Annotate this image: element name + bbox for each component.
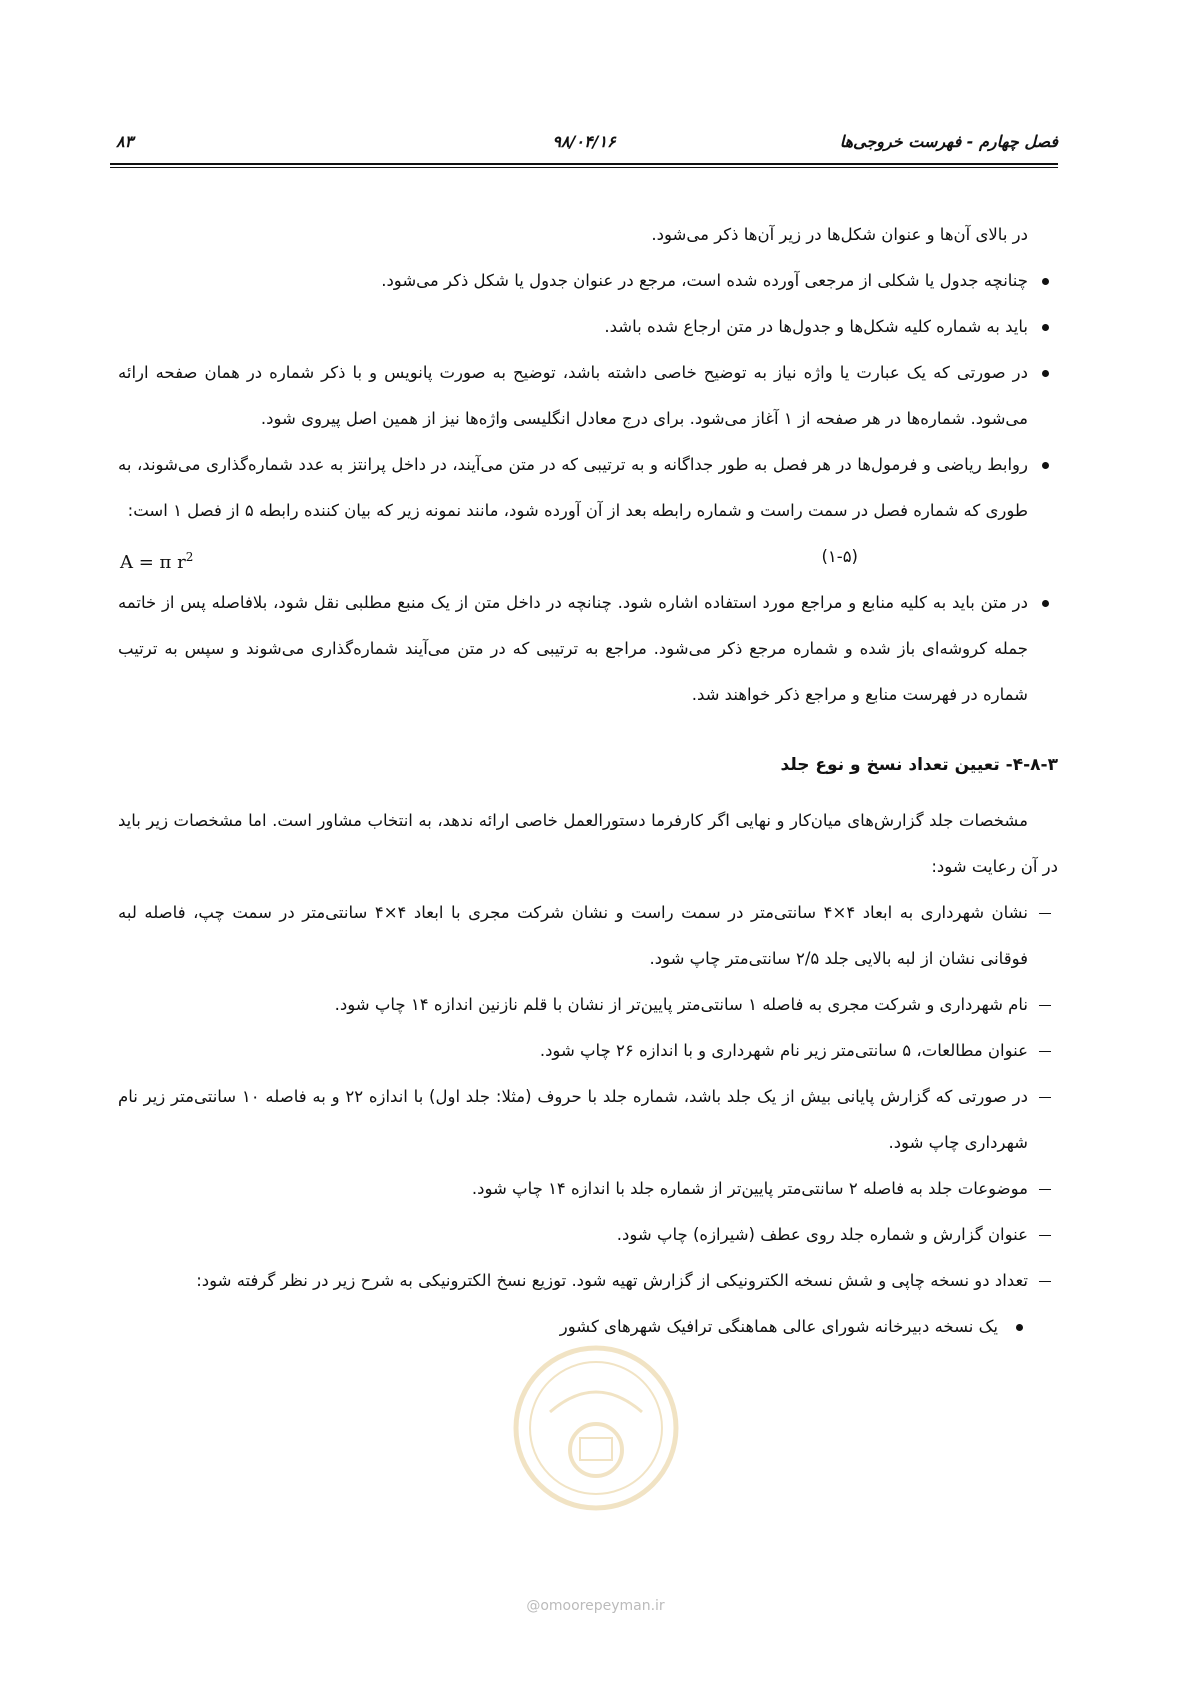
chapter-title: فصل چهارم - فهرست خروجی‌ها bbox=[839, 132, 1058, 151]
dash-item: در صورتی که گزارش پایانی بیش از یک جلد باشد، شماره جلد با حروف (مثلا: جلد اول) با اندازه ۲۲ و به فاصله ۱۰ سانتی‌متر زیر نام شهرداری چاپ شود. bbox=[118, 1074, 1058, 1166]
dash-item: موضوعات جلد به فاصله ۲ سانتی‌متر پایین‌تر از شماره جلد با اندازه ۱۴ چاپ شود. bbox=[118, 1166, 1058, 1212]
formula-row bbox=[118, 534, 1058, 580]
list-item: باید به شماره کلیه شکل‌ها و جدول‌ها در متن ارجاع شده باشد. bbox=[118, 304, 1058, 350]
list-item: روابط ریاضی و فرمول‌ها در هر فصل به طور جداگانه و به ترتیبی که در متن می‌آیند، در داخل پرانتز به عدد شماره‌گذاری می‌شوند، به طوری که شماره فصل در سمت راست و شماره رابطه بعد از آن آورده شود، مانند نمونه زیر که بیان کننده رابطه ۵ از فصل ۱ است: bbox=[118, 442, 1058, 534]
dash-item: عنوان گزارش و شماره جلد روی عطف (شیرازه) چاپ شود. bbox=[118, 1212, 1058, 1258]
list-item: چنانچه جدول یا شکلی از مرجعی آورده شده است، مرجع در عنوان جدول یا شکل ذکر می‌شود. bbox=[118, 258, 1058, 304]
dash-icon bbox=[1039, 1005, 1051, 1007]
watermark-site: @omoorepeyman.ir bbox=[526, 1598, 665, 1614]
bullet-icon bbox=[1042, 324, 1049, 331]
equation-number: (۱-۵) bbox=[821, 547, 858, 566]
dash-item: نشان شهرداری به ابعاد ۴×۴ سانتی‌متر در سمت راست و نشان شرکت مجری با ابعاد ۴×۴ سانتی‌متر در سمت چپ، فاصله لبه فوقانی نشان از لبه بالایی جلد ۲/۵ سانتی‌متر چاپ شود. bbox=[118, 890, 1058, 982]
dash-icon bbox=[1039, 1235, 1051, 1237]
dash-item: تعداد دو نسخه چاپی و شش نسخه الکترونیکی از گزارش تهیه شود. توزیع نسخ الکترونیکی به شرح زیر در نظر گرفته شود: bbox=[118, 1258, 1058, 1304]
bullet-icon bbox=[1042, 278, 1049, 285]
dash-icon bbox=[1039, 1097, 1051, 1099]
header-rule-thin bbox=[110, 167, 1058, 168]
dash-item: نام شهرداری و شرکت مجری به فاصله ۱ سانتی‌متر پایین‌تر از نشان با قلم نازنین اندازه ۱۴ چاپ شود. bbox=[118, 982, 1058, 1028]
page-header bbox=[110, 128, 1058, 160]
intro-line: در بالای آن‌ها و عنوان شکل‌ها در زیر آن‌ها ذکر می‌شود. bbox=[651, 225, 1028, 244]
dash-icon bbox=[1039, 1281, 1051, 1283]
list-item: در صورتی که یک عبارت یا واژه نیاز به توضیح خاصی داشته باشد، توضیح به صورت پانویس و با ذکر شماره در همان صفحه ارائه می‌شود. شماره‌ها در هر صفحه از ۱ آغاز می‌شود. برای درج معادل انگلیسی واژه‌ها نیز از همین اصل پیروی شود. bbox=[118, 350, 1058, 442]
list-item: در متن باید به کلیه منابع و مراجع مورد استفاده اشاره شود. چنانچه در داخل متن از یک منبع مطلبی نقل شود، بلافاصله پس از خاتمه جمله کروشه‌ای باز شده و شماره مرجع ذکر می‌شود. مراجع به ترتیبی که در متن می‌آیند شماره‌گذاری می‌شوند و سپس به ترتیب شماره در فهرست منابع و مراجع ذکر خواهند شد. bbox=[118, 580, 1058, 718]
watermark-seal-icon bbox=[510, 1342, 682, 1514]
header-date: ۹۸/۰۴/۱۶ bbox=[552, 132, 616, 151]
section-paragraph: مشخصات جلد گزارش‌های میان‌کار و نهایی اگر کارفرما دستورالعمل خاصی ارائه ندهد، به انتخاب مشاور است. اما مشخصات زیر باید در آن رعایت شود: bbox=[118, 811, 1058, 876]
dash-icon bbox=[1039, 913, 1051, 915]
formula: A = π $r^2$ bbox=[120, 550, 194, 573]
dash-icon bbox=[1039, 1051, 1051, 1053]
header-rule-thick bbox=[110, 163, 1058, 165]
dash-icon bbox=[1039, 1189, 1051, 1191]
page-body bbox=[118, 212, 1058, 1350]
page-number: ۸۳ bbox=[116, 132, 134, 151]
section-heading: ۴-۸-۳- تعیین تعداد نسخ و نوع جلد bbox=[780, 755, 1058, 775]
bullet-icon bbox=[1042, 462, 1049, 469]
bullet-icon bbox=[1016, 1324, 1023, 1331]
sub-list-item: یک نسخه دبیرخانه شورای عالی هماهنگی ترافیک شهرهای کشور bbox=[118, 1304, 1058, 1350]
dash-item: عنوان مطالعات، ۵ سانتی‌متر زیر نام شهرداری و با اندازه ۲۶ چاپ شود. bbox=[118, 1028, 1058, 1074]
bullet-icon bbox=[1042, 600, 1049, 607]
bullet-icon bbox=[1042, 370, 1049, 377]
